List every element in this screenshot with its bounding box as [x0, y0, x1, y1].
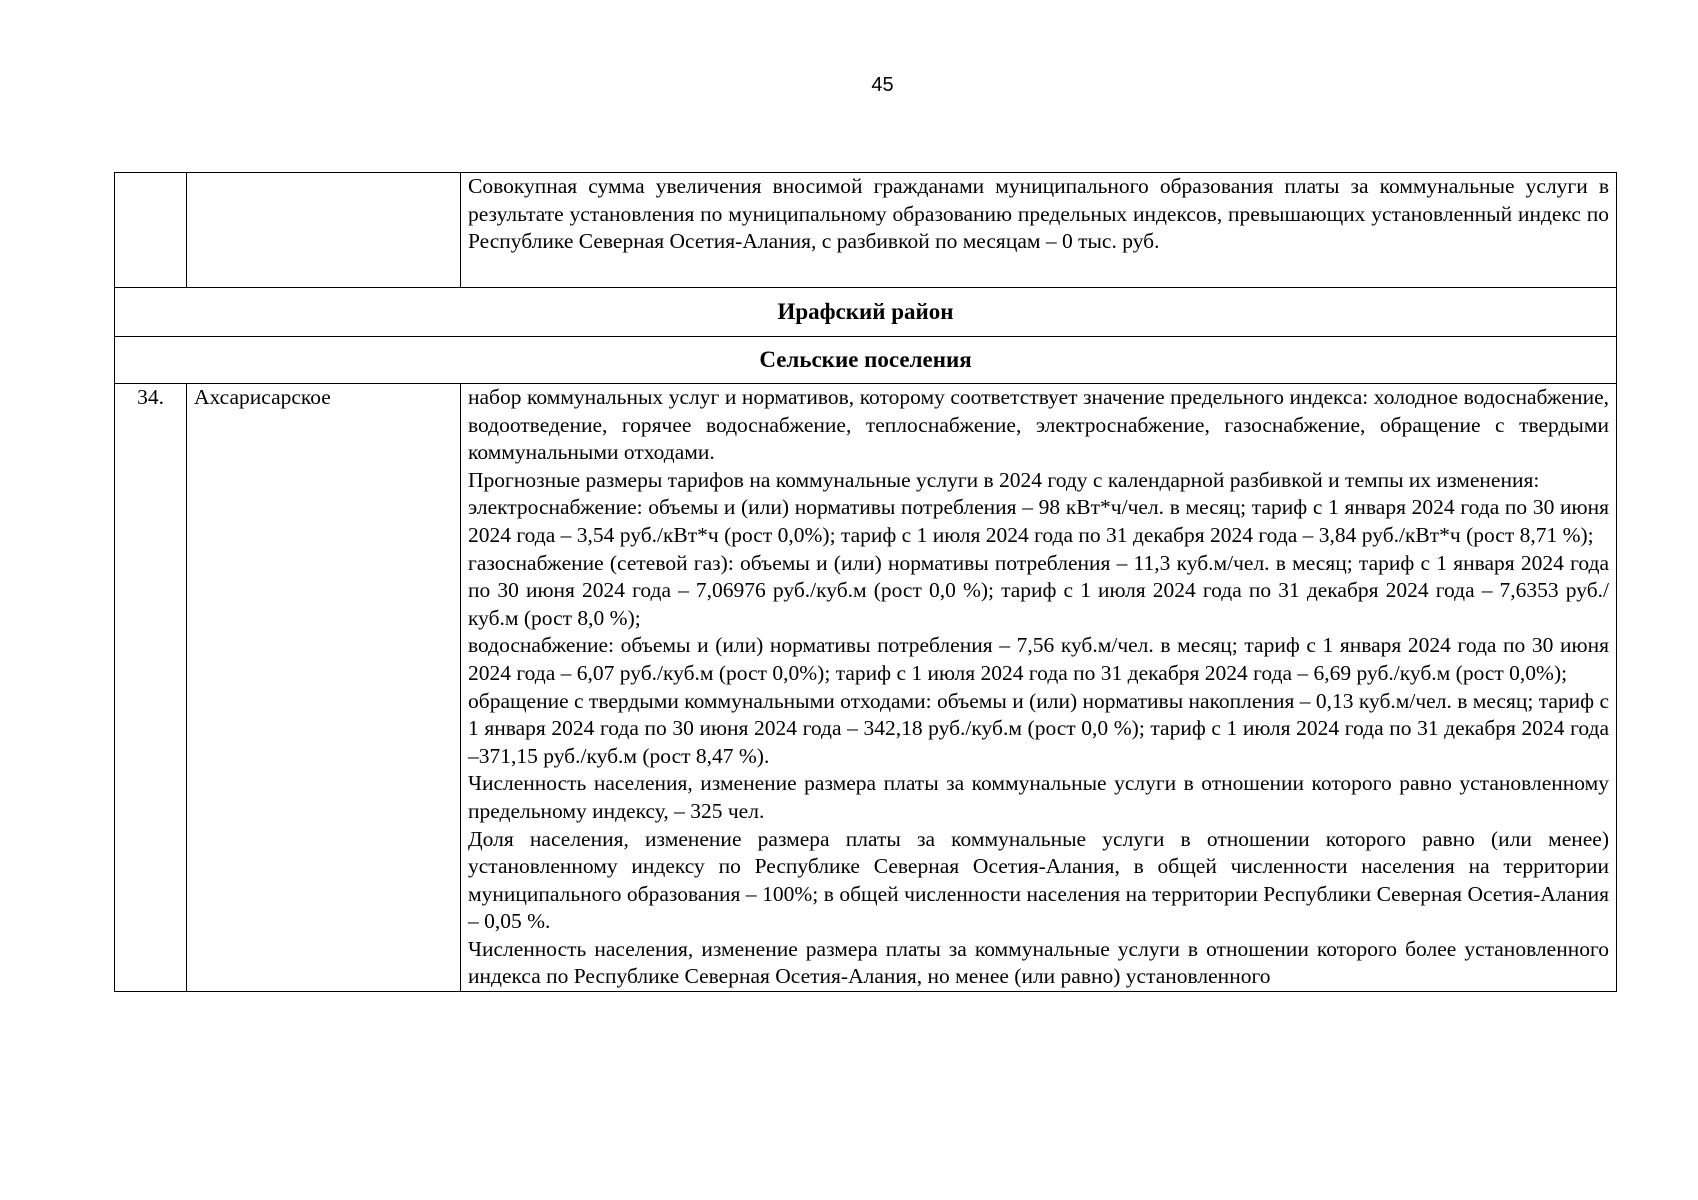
settlements-heading: Сельские поселения: [115, 337, 1617, 384]
paragraph: Численность населения, изменение размера платы за коммунальные услуги в отношении которого более установленного индекса по Республике Северная Осетия-Алания, но менее (или равно) установленного: [468, 936, 1609, 989]
entry-description: [461, 384, 1617, 992]
entry-name: Ахсарисарское: [187, 384, 461, 992]
paragraph: Численность населения, изменение размера платы за коммунальные услуги в отношении которого равно установленному предельному индексу, – 325 чел.: [468, 771, 1609, 823]
tariff-table: [114, 172, 1617, 992]
total-increase-text: Совокупная сумма увеличения вносимой гражданами муниципального образования платы за коммунальные услуги в результате установления по муниципальному образованию предельных индексов, превышающих установленный индекс по Республике Северная Осетия-Алания, с разбивкой по месяцам – 0 тыс. руб.: [461, 173, 1617, 288]
paragraph: Доля населения, изменение размера платы за коммунальные услуги в отношении которого равно (или менее) установленному индексу по Республике Северная Осетия-Алания, в общей численности населения на территории муниципального образования – 100%; в общей численности населения на территории Республики Северная Осетия-Алания – 0,05 %.: [468, 826, 1609, 934]
paragraph: электроснабжение: объемы и (или) нормативы потребления – 98 кВт*ч/чел. в месяц; тариф с 1 января 2024 года по 30 июня 2024 года – 3,54 руб./кВт*ч (рост 0,0%); тариф с 1 июля 2024 года по 31 декабря 2024 года – 3,84 руб./кВт*ч (рост 8,71 %);: [468, 495, 1609, 547]
district-heading-row: [115, 288, 1617, 337]
table-row: [115, 173, 1617, 288]
settlements-heading-row: [115, 337, 1617, 384]
district-heading: Ирафский район: [115, 288, 1617, 337]
paragraph: газоснабжение (сетевой газ): объемы и (или) нормативы потребления – 11,3 куб.м/чел. в месяц; тариф с 1 января 2024 года по 30 июня 2024 года – 7,06976 руб./куб.м (рост 0,0 %); тариф с 1 июля 2024 года по 31 декабря 2024 года – 7,6353 руб./куб.м (рост 8,0 %);: [468, 550, 1609, 630]
paragraph: водоснабжение: объемы и (или) нормативы потребления – 7,56 куб.м/чел. в месяц; тариф с 1 января 2024 года по 30 июня 2024 года – 6,07 руб./куб.м (рост 0,0%); тариф с 1 июля 2024 года по 31 декабря 2024 года – 6,69 руб./куб.м (рост 0,0%);: [468, 633, 1609, 685]
page-number: 45: [871, 74, 894, 96]
paragraph: обращение с твердыми коммунальными отходами: объемы и (или) нормативы накопления – 0,13 куб.м/чел. в месяц; тариф с 1 января 2024 года по 30 июня 2024 года – 342,18 руб./куб.м (рост 0,0 %); тариф с 1 июля 2024 года по 31 декабря 2024 года –371,15 руб./куб.м (рост 8,47 %).: [468, 688, 1609, 768]
entry-number: 34.: [115, 384, 187, 992]
number-cell: [115, 173, 187, 288]
paragraph: Прогнозные размеры тарифов на коммунальные услуги в 2024 году с календарной разбивкой и темпы их изменения:: [468, 467, 1540, 492]
paragraph: набор коммунальных услуг и нормативов, которому соответствует значение предельного индекса: холодное водоснабжение, водоотведение, горячее водоснабжение, теплоснабжение, электроснабжение, газоснабжение, обращение с твердыми коммунальными отходами.: [468, 385, 1609, 465]
name-cell: [187, 173, 461, 288]
table-row: [115, 384, 1617, 992]
